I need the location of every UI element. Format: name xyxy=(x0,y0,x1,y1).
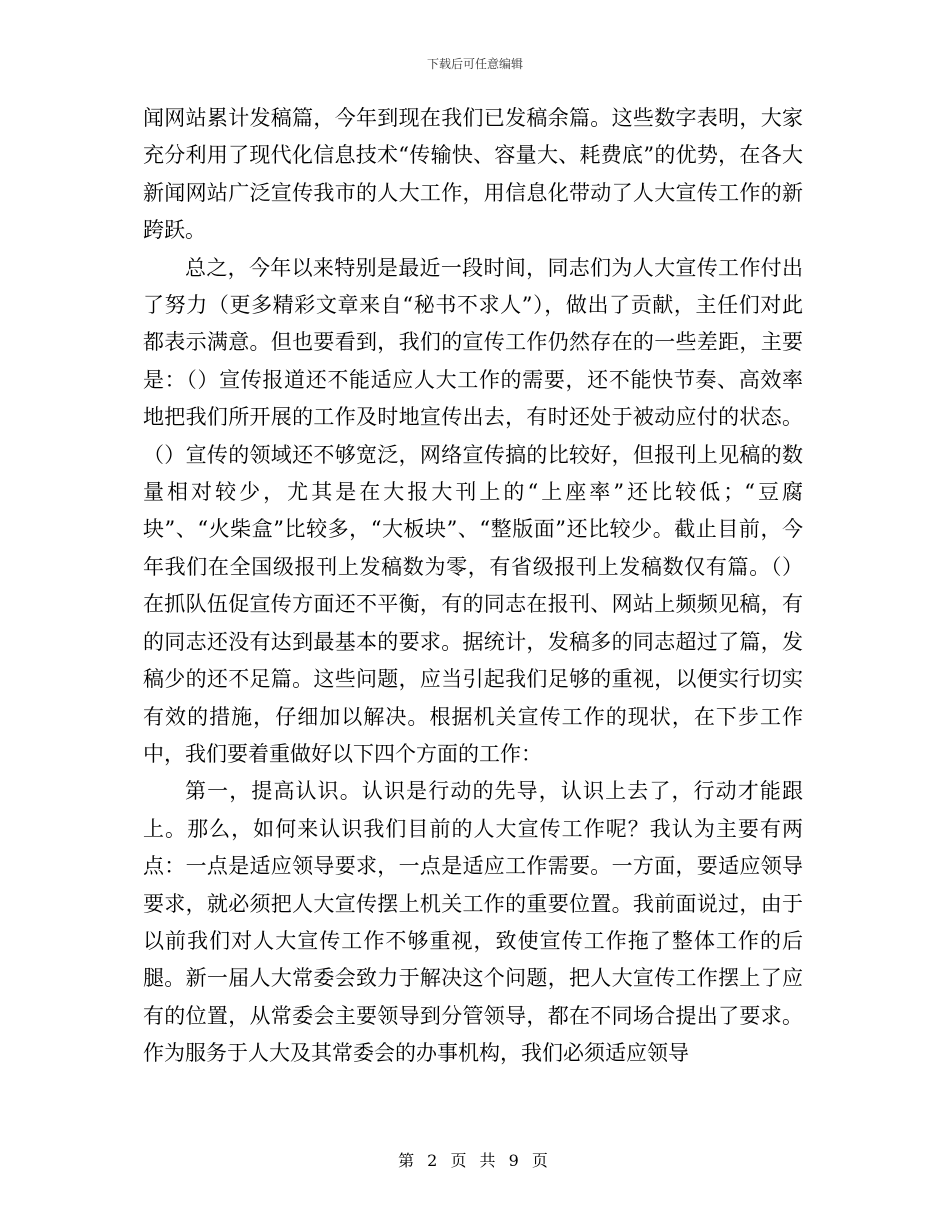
paragraph-first-point: 第一，提高认识。认识是行动的先导，认识上去了，行动才能跟上。那么，如何来认识我们目前的人大宣传工作呢？我认为主要有两点：一点是适应领导要求，一点是适应工作需要。一方面，要适应领导要求，就必须把人大宣传摆上机关工作的重要位置。我前面说过，由于以前我们对人大宣传工作不够重视，致使宣传工作拖了整体工作的后腿。新一届人大常委会致力于解决这个问题，把人大宣传工作摆上了应有的位置，从常委会主要领导到分管领导，都在不同场合提出了要求。作为服务于人大及其常委会的办事机构，我们必须适应领导 xyxy=(143,779,803,1066)
page-number: 第 2 页 共 9 页 xyxy=(398,1151,552,1170)
paragraph-summary: 总之，今年以来特别是最近一段时间，同志们为人大宣传工作付出了努力（更多精彩文章来自“秘书不求人”），做出了贡献，主任们对此都表示满意。但也要看到，我们的宣传工作仍然存在的一些差距，主要是：（）宣传报道还不能适应人大工作的需要，还不能快节奏、高效率地把我们所开展的工作及时地宣传出去，有时还处于被动应付的状态。（）宣传的领域还不够宽泛，网络宣传搞的比较好，但报刊上见稿的数量相对较少，尤其是在大报大刊上的“上座率”还比较低；“豆腐块”、“火柴盒”比较多，“大板块”、“整版面”还比较少。截止目前，今年我们在全国级报刊上发稿数为零，有省级报刊上发稿数仅有篇。（）在抓队伍促宣传方面还不平衡，有的同志在报刊、网站上频频见稿，有的同志还没有达到最基本的要求。据统计，发稿多的同志超过了篇，发稿少的还不足篇。这些问题，应当引起我们足够的重视，以便实行切实有效的措施，仔细加以解决。根据机关宣传工作的现状，在下步工作中，我们要着重做好以下四个方面的工作： xyxy=(143,255,803,766)
paragraph-continuation: 闻网站累计发稿篇，今年到现在我们已发稿余篇。这些数字表明，大家充分利用了现代化信息技术“传输快、容量大、耗费底”的优势，在各大新闻网站广泛宣传我市的人大工作，用信息化带动了人大宣传工作的新跨跃。 xyxy=(143,106,803,243)
header-note: 下载后可任意编辑 xyxy=(426,57,523,71)
document-body xyxy=(143,100,803,1073)
